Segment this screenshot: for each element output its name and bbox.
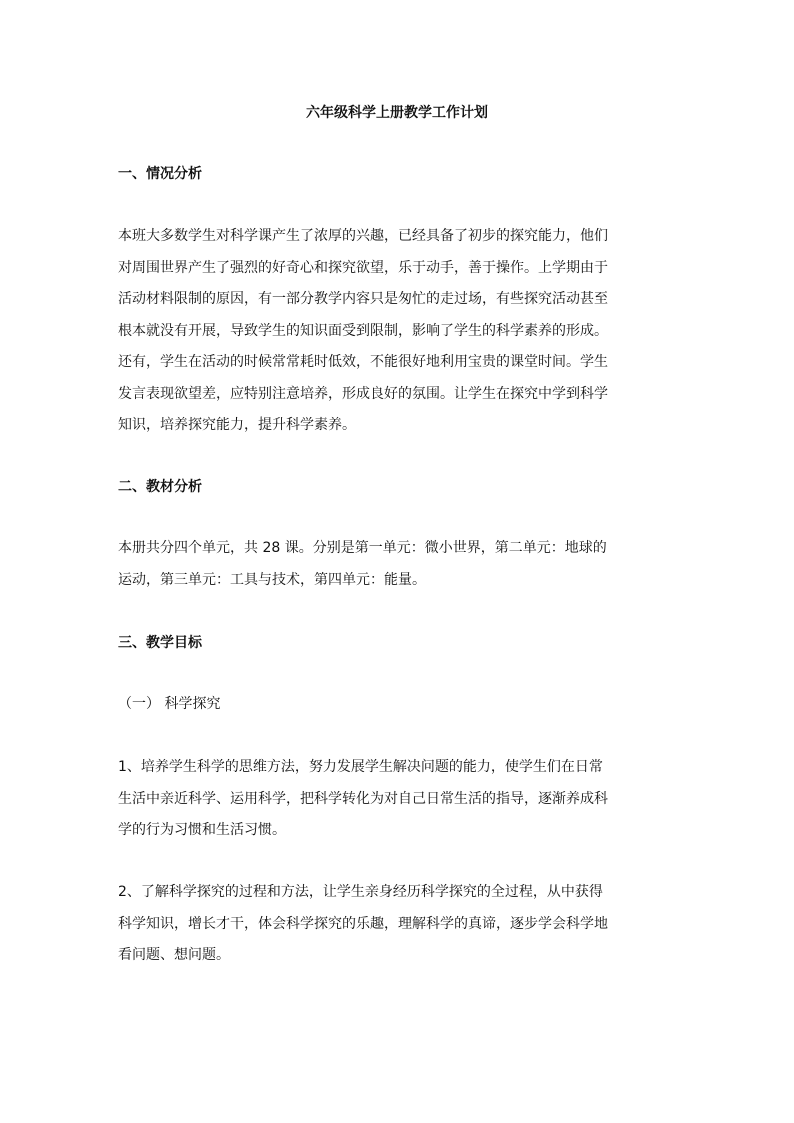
paragraph-line: 运动，第三单元：工具与技术，第四单元：能量。 bbox=[118, 571, 426, 588]
section-heading-teaching-goals: 三、教学目标 bbox=[118, 635, 202, 651]
paragraph-line: 本册共分四个单元，共 28 课。分别是第一单元：微小世界，第二单元：地球的 bbox=[118, 540, 607, 556]
section-heading-situation-analysis: 一、情况分析 bbox=[118, 166, 202, 182]
paragraph-line: 活动材料限制的原因，有一部分教学内容只是匆忙的走过场，有些探究活动甚至 bbox=[118, 291, 608, 307]
list-item-goal-2 bbox=[118, 877, 698, 972]
paragraph-line: 对周围世界产生了强烈的好奇心和探究欲望，乐于动手，善于操作。上学期由于 bbox=[118, 259, 608, 276]
paragraph-line: 发言表现欲望差，应特别注意培养，形成良好的氛围。让学生在探究中学到科学 bbox=[118, 385, 608, 402]
paragraph-textbook-analysis bbox=[118, 533, 698, 596]
paragraph-situation-analysis bbox=[118, 221, 698, 442]
paragraph-line: 还有，学生在活动的时候常常耗时低效，不能很好地利用宝贵的课堂时间。学生 bbox=[118, 354, 608, 370]
paragraph-line: 2、了解科学探究的过程和方法，让学生亲身经历科学探究的全过程，从中获得 bbox=[118, 884, 603, 900]
list-item-goal-1 bbox=[118, 752, 698, 847]
paragraph-line: 知识，培养探究能力，提升科学素养。 bbox=[118, 417, 356, 433]
paragraph-line: 本班大多数学生对科学课产生了浓厚的兴趣，已经具备了初步的探究能力，他们 bbox=[118, 228, 608, 244]
paragraph-line: 1、培养学生科学的思维方法，努力发展学生解决问题的能力，使学生们在日常 bbox=[118, 759, 603, 775]
paragraph-line: 看问题、想问题。 bbox=[118, 947, 230, 963]
section-heading-textbook-analysis: 二、教材分析 bbox=[118, 479, 202, 495]
paragraph-line: 生活中亲近科学、运用科学，把科学转化为对自己日常生活的指导，逐渐养成科 bbox=[118, 790, 608, 807]
subheading-science-inquiry: （一） 科学探究 bbox=[118, 696, 221, 712]
paragraph-line: 学的行为习惯和生活习惯。 bbox=[118, 822, 286, 838]
document-title: 六年级科学上册教学工作计划 bbox=[306, 105, 488, 121]
paragraph-line: 根本就没有开展，导致学生的知识面受到限制，影响了学生的科学素养的形成。 bbox=[118, 322, 608, 339]
paragraph-line: 科学知识，增长才干，体会科学探究的乐趣，理解科学的真谛，逐步学会科学地 bbox=[118, 915, 608, 932]
